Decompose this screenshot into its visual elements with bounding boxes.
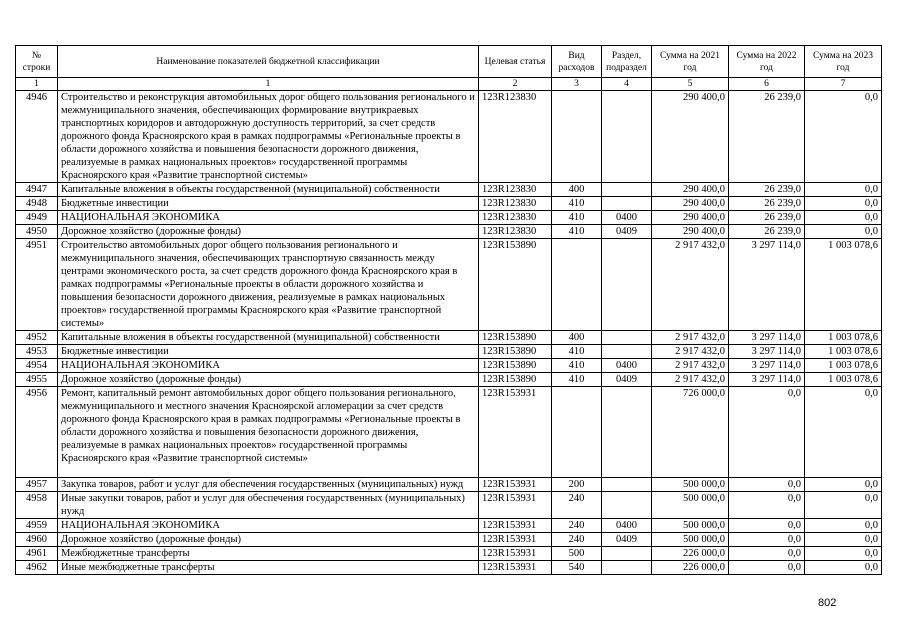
row-target-article: 123R153890 <box>479 359 552 373</box>
row-sum-2021: 290 400,0 <box>652 197 729 211</box>
table-row <box>16 547 882 561</box>
page-number: 802 <box>818 597 837 609</box>
row-sum-2021: 2 917 432,0 <box>652 359 729 373</box>
table-row <box>16 211 882 225</box>
row-name: Капитальные вложения в объекты государственной (муниципальной) собственности <box>58 331 479 345</box>
row-sum-2023: 0,0 <box>805 225 882 239</box>
row-target-article: 123R153890 <box>479 373 552 387</box>
row-sum-2021: 2 917 432,0 <box>652 239 729 331</box>
row-target-article: 123R123830 <box>479 91 552 183</box>
row-name: Капитальные вложения в объекты государственной (муниципальной) собственности <box>58 183 479 197</box>
budget-table <box>15 45 882 575</box>
row-sum-2021: 500 000,0 <box>652 492 729 519</box>
row-expense-type: 240 <box>552 492 602 519</box>
row-number: 4956 <box>16 387 58 478</box>
row-target-article: 123R123830 <box>479 225 552 239</box>
header-row-number: № строки <box>16 46 58 78</box>
row-expense-type: 410 <box>552 373 602 387</box>
row-sum-2022: 26 239,0 <box>729 197 805 211</box>
header-sum-2023: Сумма на 2023 год <box>805 46 882 78</box>
row-section <box>602 561 652 575</box>
row-number: 4953 <box>16 345 58 359</box>
row-target-article: 123R153931 <box>479 547 552 561</box>
row-sum-2021: 2 917 432,0 <box>652 331 729 345</box>
row-section: 0400 <box>602 519 652 533</box>
table-row <box>16 183 882 197</box>
row-target-article: 123R153931 <box>479 533 552 547</box>
row-sum-2021: 2 917 432,0 <box>652 345 729 359</box>
table-row <box>16 373 882 387</box>
row-name: Межбюджетные трансферты <box>58 547 479 561</box>
column-number: 1 <box>16 78 58 91</box>
row-section: 0400 <box>602 359 652 373</box>
row-number: 4962 <box>16 561 58 575</box>
table-row <box>16 519 882 533</box>
table-row <box>16 561 882 575</box>
row-sum-2022: 0,0 <box>729 492 805 519</box>
row-sum-2021: 290 400,0 <box>652 91 729 183</box>
header-expense-type: Вид расходов <box>552 46 602 78</box>
row-sum-2022: 3 297 114,0 <box>729 345 805 359</box>
row-sum-2023: 1 003 078,6 <box>805 359 882 373</box>
row-number: 4951 <box>16 239 58 331</box>
table-row <box>16 345 882 359</box>
row-target-article: 123R153890 <box>479 331 552 345</box>
row-sum-2022: 26 239,0 <box>729 211 805 225</box>
header-name: Наименование показателей бюджетной классификации <box>58 46 479 78</box>
row-sum-2021: 2 917 432,0 <box>652 373 729 387</box>
row-section: 0409 <box>602 225 652 239</box>
row-sum-2023: 1 003 078,6 <box>805 373 882 387</box>
row-sum-2022: 3 297 114,0 <box>729 373 805 387</box>
row-section <box>602 91 652 183</box>
table-header-row <box>16 46 882 78</box>
row-section <box>602 239 652 331</box>
row-sum-2023: 0,0 <box>805 197 882 211</box>
row-sum-2022: 0,0 <box>729 387 805 478</box>
header-sum-2022: Сумма на 2022 год <box>729 46 805 78</box>
table-row <box>16 225 882 239</box>
column-number: 2 <box>479 78 552 91</box>
row-number: 4957 <box>16 478 58 492</box>
row-number: 4959 <box>16 519 58 533</box>
row-sum-2023: 0,0 <box>805 561 882 575</box>
row-sum-2023: 1 003 078,6 <box>805 239 882 331</box>
row-target-article: 123R153931 <box>479 561 552 575</box>
row-name: Бюджетные инвестиции <box>58 345 479 359</box>
row-name: Дорожное хозяйство (дорожные фонды) <box>58 373 479 387</box>
column-number: 1 <box>58 78 479 91</box>
row-sum-2021: 226 000,0 <box>652 561 729 575</box>
row-sum-2021: 290 400,0 <box>652 211 729 225</box>
table-row <box>16 91 882 183</box>
row-sum-2022: 0,0 <box>729 533 805 547</box>
row-expense-type: 200 <box>552 478 602 492</box>
row-name: Дорожное хозяйство (дорожные фонды) <box>58 225 479 239</box>
row-sum-2023: 0,0 <box>805 547 882 561</box>
row-number: 4948 <box>16 197 58 211</box>
row-expense-type: 410 <box>552 211 602 225</box>
column-number: 5 <box>652 78 729 91</box>
row-number: 4954 <box>16 359 58 373</box>
row-section: 0400 <box>602 211 652 225</box>
row-expense-type <box>552 387 602 478</box>
row-sum-2022: 0,0 <box>729 547 805 561</box>
row-target-article: 123R123830 <box>479 211 552 225</box>
row-name: Иные межбюджетные трансферты <box>58 561 479 575</box>
row-sum-2022: 0,0 <box>729 561 805 575</box>
row-sum-2022: 26 239,0 <box>729 225 805 239</box>
row-expense-type: 240 <box>552 519 602 533</box>
row-expense-type: 410 <box>552 345 602 359</box>
row-expense-type <box>552 239 602 331</box>
row-number: 4955 <box>16 373 58 387</box>
table-row <box>16 387 882 478</box>
row-number: 4958 <box>16 492 58 519</box>
column-number: 7 <box>805 78 882 91</box>
row-number: 4961 <box>16 547 58 561</box>
row-name: Строительство и реконструкция автомобильных дорог общего пользования регионального и межмуниципального значения, обеспечивающих формирование внутрикраевых транспортных коридоров и автодорожную доступность территорий, за счет средств дорожного фонда Красноярского края в рамках подпрограммы «Региональные проекты в области дорожного хозяйства и повышения безопасности дорожного движения, реализуемые в рамках национальных проектов» государственной программы Красноярского края «Развитие транспортной системы» <box>58 91 479 183</box>
row-sum-2023: 0,0 <box>805 519 882 533</box>
row-expense-type: 410 <box>552 225 602 239</box>
row-sum-2023: 0,0 <box>805 183 882 197</box>
column-number: 6 <box>729 78 805 91</box>
row-target-article: 123R153890 <box>479 345 552 359</box>
header-section: Раздел, подраздел <box>602 46 652 78</box>
row-number: 4960 <box>16 533 58 547</box>
column-number: 4 <box>602 78 652 91</box>
column-numbers-row <box>16 78 882 91</box>
row-expense-type: 240 <box>552 533 602 547</box>
row-sum-2023: 0,0 <box>805 91 882 183</box>
row-expense-type: 500 <box>552 547 602 561</box>
column-number: 3 <box>552 78 602 91</box>
row-number: 4947 <box>16 183 58 197</box>
row-sum-2023: 1 003 078,6 <box>805 345 882 359</box>
row-target-article: 123R123830 <box>479 197 552 211</box>
row-name: Ремонт, капитальный ремонт автомобильных дорог общего пользования регионального, межмуниципального и местного значения Красноярской агломерации за счет средств дорожного фонда Красноярского края в рамках подпрограммы «Региональные проекты в области дорожного хозяйства и повышения безопасности дорожного движения, реализуемые в рамках национальных проектов» государственной программы Красноярского края «Развитие транспортной системы» <box>58 387 479 478</box>
table-row <box>16 533 882 547</box>
row-number: 4949 <box>16 211 58 225</box>
header-sum-2021: Сумма на 2021 год <box>652 46 729 78</box>
row-section: 0409 <box>602 373 652 387</box>
row-section <box>602 183 652 197</box>
row-sum-2023: 1 003 078,6 <box>805 331 882 345</box>
table-body <box>16 91 882 575</box>
row-target-article: 123R153931 <box>479 492 552 519</box>
row-number: 4950 <box>16 225 58 239</box>
row-sum-2021: 726 000,0 <box>652 387 729 478</box>
row-target-article: 123R153890 <box>479 239 552 331</box>
row-sum-2022: 3 297 114,0 <box>729 239 805 331</box>
row-expense-type: 540 <box>552 561 602 575</box>
row-sum-2022: 0,0 <box>729 519 805 533</box>
header-target-article: Целевая статья <box>479 46 552 78</box>
row-sum-2022: 26 239,0 <box>729 183 805 197</box>
table-row <box>16 331 882 345</box>
row-section <box>602 345 652 359</box>
row-target-article: 123R123830 <box>479 183 552 197</box>
row-sum-2022: 3 297 114,0 <box>729 359 805 373</box>
row-expense-type: 400 <box>552 331 602 345</box>
table-row <box>16 478 882 492</box>
row-name: Бюджетные инвестиции <box>58 197 479 211</box>
row-name: НАЦИОНАЛЬНАЯ ЭКОНОМИКА <box>58 359 479 373</box>
row-section <box>602 387 652 478</box>
row-target-article: 123R153931 <box>479 519 552 533</box>
row-number: 4946 <box>16 91 58 183</box>
row-sum-2023: 0,0 <box>805 478 882 492</box>
row-sum-2021: 500 000,0 <box>652 519 729 533</box>
row-sum-2021: 290 400,0 <box>652 225 729 239</box>
row-section <box>602 197 652 211</box>
row-sum-2021: 500 000,0 <box>652 533 729 547</box>
row-section <box>602 478 652 492</box>
row-section <box>602 331 652 345</box>
table-row <box>16 197 882 211</box>
row-section <box>602 492 652 519</box>
row-expense-type: 400 <box>552 183 602 197</box>
row-expense-type: 410 <box>552 359 602 373</box>
row-sum-2023: 0,0 <box>805 533 882 547</box>
row-name: НАЦИОНАЛЬНАЯ ЭКОНОМИКА <box>58 211 479 225</box>
row-expense-type <box>552 91 602 183</box>
row-name: Закупка товаров, работ и услуг для обеспечения государственных (муниципальных) нужд <box>58 478 479 492</box>
table-row <box>16 492 882 519</box>
row-sum-2023: 0,0 <box>805 387 882 478</box>
row-name: Иные закупки товаров, работ и услуг для обеспечения государственных (муниципальных) нужд <box>58 492 479 519</box>
row-section <box>602 547 652 561</box>
row-expense-type: 410 <box>552 197 602 211</box>
row-target-article: 123R153931 <box>479 387 552 478</box>
row-sum-2022: 0,0 <box>729 478 805 492</box>
table-row <box>16 359 882 373</box>
row-target-article: 123R153931 <box>479 478 552 492</box>
row-sum-2021: 500 000,0 <box>652 478 729 492</box>
row-sum-2021: 290 400,0 <box>652 183 729 197</box>
row-sum-2022: 26 239,0 <box>729 91 805 183</box>
row-name: Строительство автомобильных дорог общего пользования регионального и межмуниципального значения, обеспечивающих транспортную связанность между центрами экономического роста, за счет средств дорожного фонда Красноярского края в рамках подпрограммы «Региональные проекты в области дорожного хозяйства и повышения безопасности дорожного движения, реализуемые в рамках национальных проектов» государственной программы Красноярского края «Развитие транспортной системы» <box>58 239 479 331</box>
row-name: Дорожное хозяйство (дорожные фонды) <box>58 533 479 547</box>
table-row <box>16 239 882 331</box>
row-sum-2023: 0,0 <box>805 211 882 225</box>
row-number: 4952 <box>16 331 58 345</box>
row-sum-2023: 0,0 <box>805 492 882 519</box>
row-section: 0409 <box>602 533 652 547</box>
row-sum-2022: 3 297 114,0 <box>729 331 805 345</box>
row-name: НАЦИОНАЛЬНАЯ ЭКОНОМИКА <box>58 519 479 533</box>
row-sum-2021: 226 000,0 <box>652 547 729 561</box>
